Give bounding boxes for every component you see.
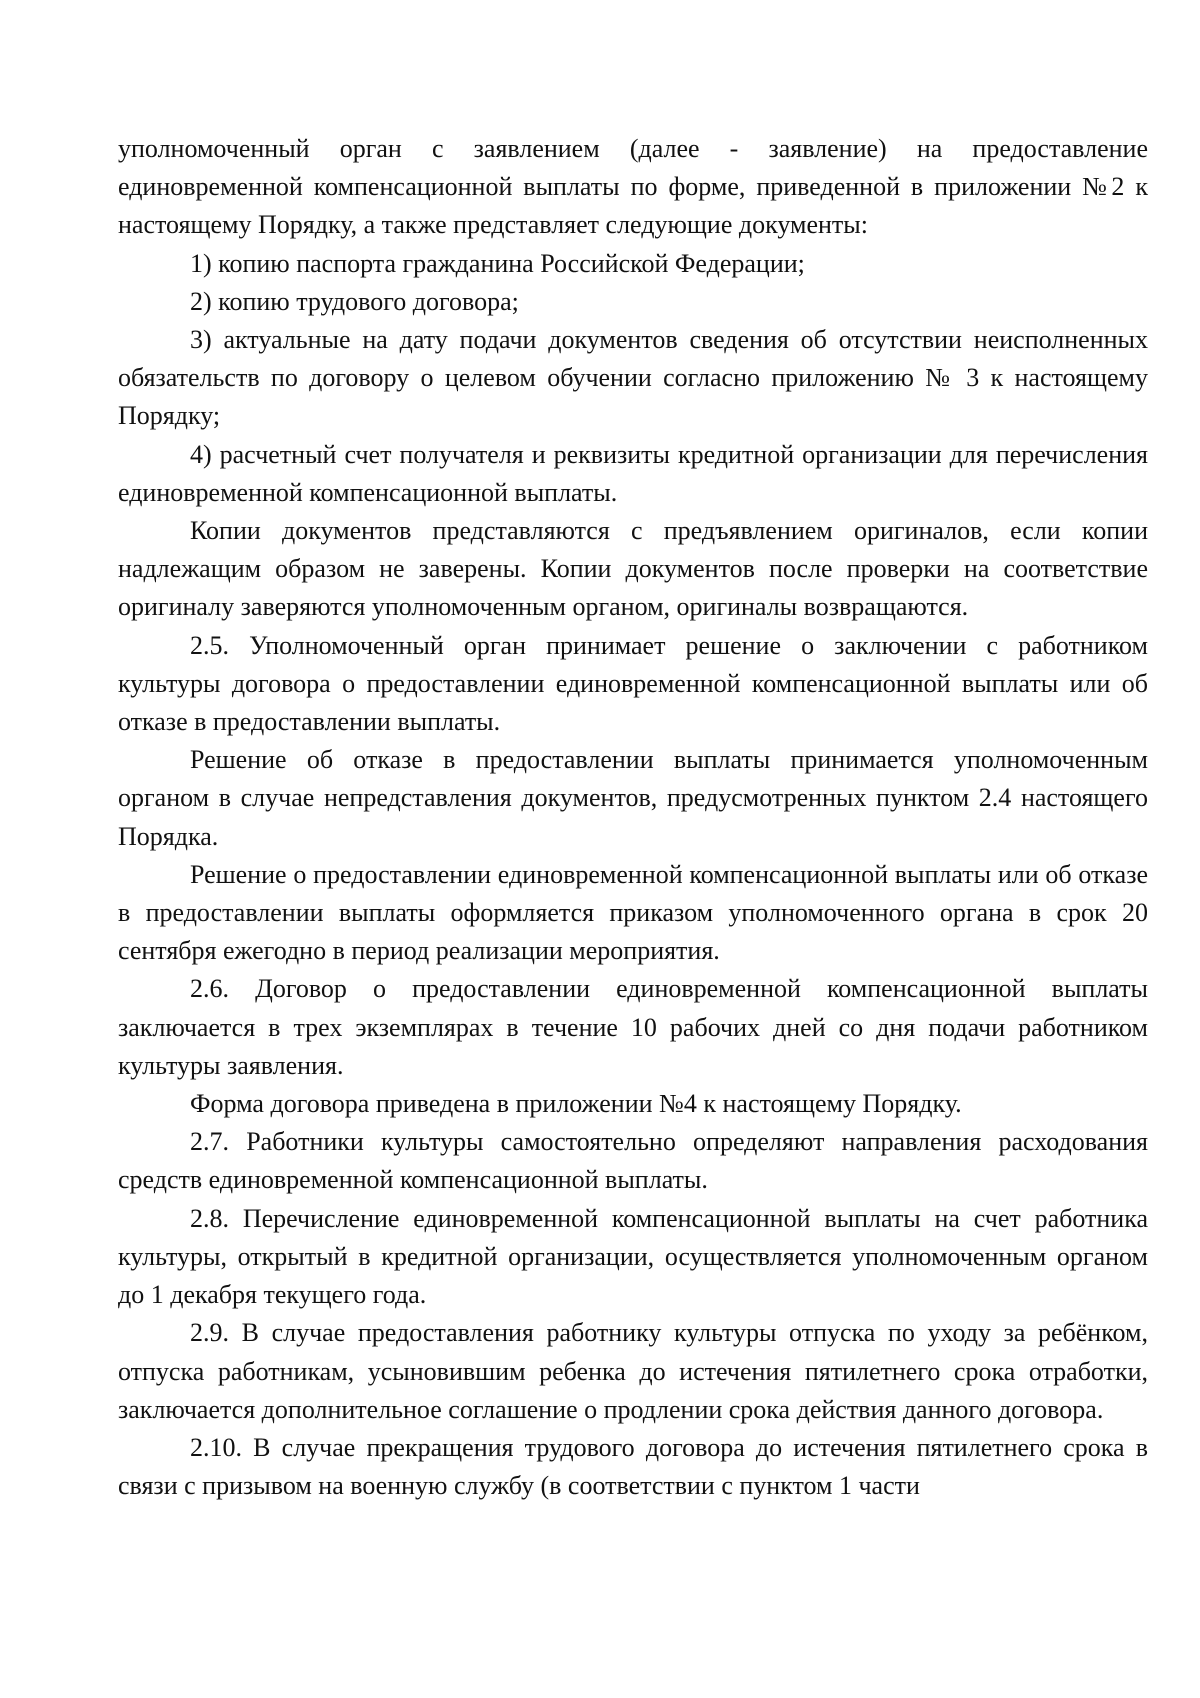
paragraph-section-2-7: 2.7. Работники культуры самостоятельно определяют направления расходования средств единовременной компенсационной выплаты. bbox=[118, 1127, 1148, 1195]
paragraph-section-2-6: 2.6. Договор о предоставлении единовременной компенсационной выплаты заключается в трех экземплярах в течение 10 рабочих дней со дня подачи работником культуры заявления. bbox=[118, 974, 1148, 1080]
paragraph-refusal-decision: Решение об отказе в предоставлении выплаты принимается уполномоченным органом в случае непредставления документов, предусмотренных пунктом 2.4 настоящего Порядка. bbox=[118, 745, 1148, 851]
list-item-obligations-info: 3) актуальные на дату подачи документов сведения об отсутствии неисполненных обязательств по договору о целевом обучении согласно приложению № 3 к настоящему Порядку; bbox=[118, 325, 1148, 431]
paragraph-section-2-10: 2.10. В случае прекращения трудового договора до истечения пятилетнего срока в связи с призывом на военную службу (в соответствии с пунктом 1 части bbox=[118, 1432, 1148, 1501]
list-item-labor-contract-copy: 2) копию трудового договора; bbox=[190, 286, 519, 316]
list-item-passport-copy: 1) копию паспорта гражданина Российской Федерации; bbox=[190, 248, 805, 278]
paragraph-section-2-8: 2.8. Перечисление единовременной компенсационной выплаты на счет работника культуры, открытый в кредитной организации, осуществляется уполномоченным органом до 1 декабря текущего года. bbox=[118, 1203, 1148, 1310]
paragraph-contract-form: Форма договора приведена в приложении №4 к настоящему Порядку. bbox=[190, 1089, 962, 1119]
list-item-bank-account: 4) расчетный счет получателя и реквизиты кредитной организации для перечисления единовременной компенсационной выплаты. bbox=[118, 439, 1148, 507]
document-page bbox=[118, 130, 1148, 1505]
paragraph-section-2-5: 2.5. Уполномоченный орган принимает решение о заключении с работником культуры договора о предоставлении единовременной компенсационной выплаты или об отказе в предоставлении выплаты. bbox=[118, 630, 1148, 737]
paragraph-decision-order: Решение о предоставлении единовременной компенсационной выплаты или об отказе в предоставлении выплаты оформляется приказом уполномоченного органа в срок 20 сентября ежегодно в период реализации мероприятия. bbox=[118, 859, 1148, 966]
paragraph-document-copies: Копии документов представляются с предъявлением оригиналов, если копии надлежащим образом не заверены. Копии документов после проверки на соответствие оригиналу заверяются уполномоченным органом, оригиналы возвращаются. bbox=[118, 516, 1148, 622]
paragraph-section-2-9: 2.9. В случае предоставления работнику культуры отпуска по уходу за ребёнком, отпуска работникам, усыновившим ребенка до истечения пятилетнего срока отработки, заключается дополнительное соглашение о продлении срока действия данного договора. bbox=[118, 1318, 1148, 1424]
paragraph-application-continuation: уполномоченный орган с заявлением (далее - заявление) на предоставление единовременной компенсационной выплаты по форме, приведенной в приложении №2 к настоящему Порядку, а также представляет следующие документы: bbox=[118, 134, 1148, 240]
